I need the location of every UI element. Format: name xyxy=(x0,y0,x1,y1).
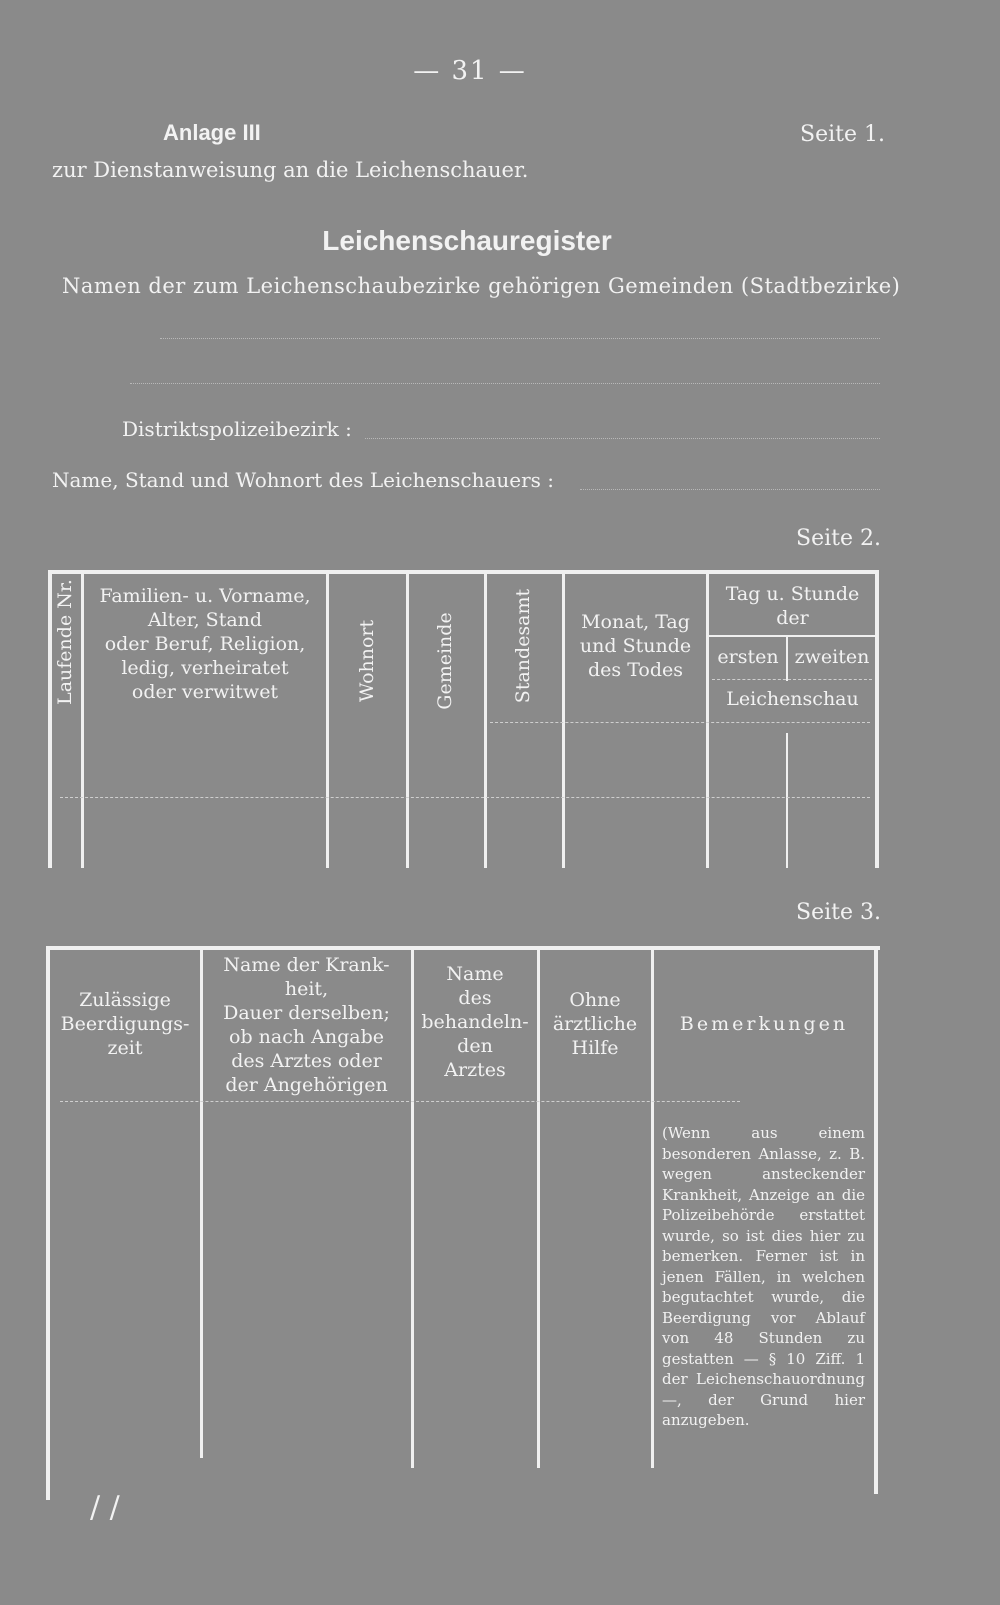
col-todes: Monat, Tag und Stunde des Todes xyxy=(579,611,692,681)
table2-left-border xyxy=(48,570,52,868)
dienstanweisung-subtitle: zur Dienstanweisung an die Leichenschauer. xyxy=(52,158,529,182)
leichenschauer-line xyxy=(580,489,880,490)
seite-3-label: Seite 3. xyxy=(796,900,881,925)
seite-2-label: Seite 2. xyxy=(796,526,881,551)
col-beerdigung: Zulässige Beerdigungs- zeit xyxy=(60,989,190,1059)
col-tag-stunde: Tag u. Stunde der xyxy=(725,583,860,629)
col-ohne-hilfe: Ohne ärztliche Hilfe xyxy=(552,989,638,1059)
col-zweiten: zweiten xyxy=(794,646,870,668)
leichenschauer-label: Name, Stand und Wohnort des Leichenschauers : xyxy=(52,468,555,492)
seite-1-label: Seite 1. xyxy=(800,122,885,147)
distrikt-label: Distriktspolizeibezirk : xyxy=(122,417,352,441)
table3-right-border xyxy=(874,946,878,1494)
distrikt-line xyxy=(365,438,880,439)
page-number: — 31 — xyxy=(413,56,527,86)
col-gemeinde: Gemeinde xyxy=(434,612,456,710)
pencil-mark: / / xyxy=(90,1490,120,1525)
table2-right-border xyxy=(875,570,879,868)
col-arzt: Name des behandeln- den Arztes xyxy=(421,963,529,1081)
anlage-label: Anlage III xyxy=(163,120,261,145)
gemeinden-line-1 xyxy=(160,338,880,339)
register-title: Leichenschauregister xyxy=(322,225,612,256)
col-familien: Familien- u. Vorname, Alter, Stand oder Beruf, Religion, ledig, verheiratet oder verwitwet xyxy=(99,585,311,703)
table3-top-rule xyxy=(46,946,880,950)
col-standesamt: Standesamt xyxy=(512,588,534,704)
col-leichenschau: Leichenschau xyxy=(726,688,859,710)
col-krankheit: Name der Krank- heit, Dauer derselben; ob nach Angabe des Arztes oder der Angehörigen xyxy=(223,954,390,1096)
col-bemerkungen: Bemerkungen xyxy=(679,1013,849,1035)
col-laufende-nr: Laufende Nr. xyxy=(54,579,76,705)
gemeinden-line-2 xyxy=(130,383,880,384)
col-wohnort: Wohnort xyxy=(356,619,378,703)
table2-top-rule xyxy=(48,570,878,574)
table3-left-border xyxy=(46,946,50,1500)
bemerkungen-note: (Wenn aus einem besonderen Anlasse, z. B. wegen ansteckender Krankheit, Anzeige an die Polizeibehörde erstattet wurde, so ist dies hier zu bemerken. Ferner ist in jenen Fällen, in welchen begutachtet wurde, die Beerdigung vor Ablauf von 48 Stunden zu gestatten — § 10 Ziff. 1 der Leichenschauordnung —, der Grund hier anzugeben. xyxy=(662,1124,865,1429)
col-ersten: ersten xyxy=(717,646,779,668)
gemeinden-label: Namen der zum Leichenschaubezirke gehörigen Gemeinden (Stadtbezirke) xyxy=(62,274,901,298)
